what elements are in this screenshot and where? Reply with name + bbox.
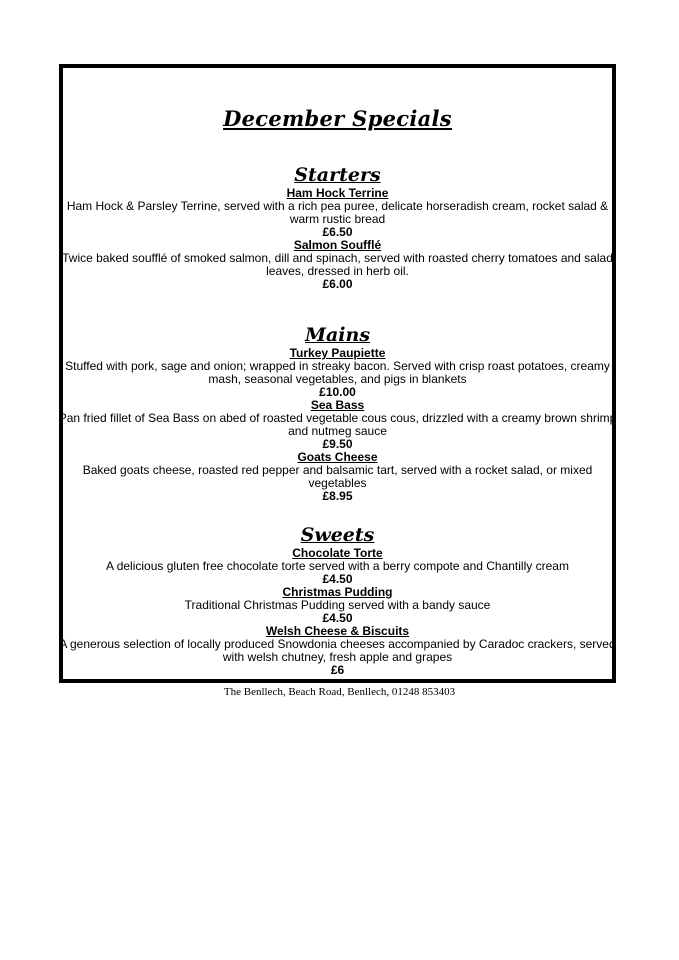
item-description: A generous selection of locally produced Snowdonia cheeses accompanied by Caradoc crackers, served with welsh chutney, fresh apple and grapes (59, 637, 616, 664)
item-price: £4.50 (322, 611, 353, 625)
item-price: £10.00 (319, 385, 356, 399)
item-price: £9.50 (322, 437, 353, 451)
item-name: Christmas Pudding (282, 585, 393, 599)
menu-item (63, 451, 612, 503)
menu-item (63, 239, 612, 291)
item-description: Ham Hock & Parsley Terrine, served with a rich pea puree, delicate horseradish cream, rocket salad & warm rustic bread (66, 199, 609, 226)
menu-frame (59, 64, 616, 683)
section-heading: Sweets (300, 524, 375, 546)
item-price: £6.00 (322, 277, 353, 291)
item-name: Welsh Cheese & Biscuits (265, 624, 410, 638)
item-price: £6 (330, 663, 345, 677)
item-name: Chocolate Torte (292, 546, 383, 560)
item-description: Baked goats cheese, roasted red pepper and balsamic tart, served with a rocket salad, or mixed vegetables (82, 463, 593, 490)
item-description: Traditional Christmas Pudding served with a bandy sauce (184, 598, 491, 612)
section-mains (58, 324, 617, 503)
section-sweets (59, 524, 616, 677)
section-heading: Mains (304, 324, 371, 346)
item-description: Pan fried fillet of Sea Bass on abed of roasted vegetable cous cous, drizzled with a creamy brown shrimp and nutmeg sauce (58, 411, 617, 438)
menu-item (63, 187, 612, 239)
item-price: £4.50 (322, 572, 353, 586)
footer-address: The Benllech, Beach Road, Benllech, 01248 853403 (223, 686, 456, 698)
item-name: Sea Bass (310, 398, 365, 412)
menu-item (58, 398, 617, 451)
menu-item (63, 347, 612, 399)
menu-item (59, 624, 616, 677)
menu-item (63, 586, 612, 625)
item-name: Salmon Soufflé (293, 238, 382, 252)
item-name: Ham Hock Terrine (286, 186, 389, 200)
menu-item (63, 547, 612, 586)
item-price: £8.95 (322, 489, 353, 503)
item-description: Twice baked soufflé of smoked salmon, dill and spinach, served with roasted cherry tomatoes and salad leaves, dressed in herb oil. (62, 251, 613, 278)
item-price: £6.50 (322, 225, 353, 239)
item-name: Turkey Paupiette (289, 346, 386, 360)
item-description: Stuffed with pork, sage and onion; wrapped in streaky bacon. Served with crisp roast potatoes, creamy mash, seasonal vegetables, and pigs in blankets (65, 359, 610, 386)
item-description: A delicious gluten free chocolate torte served with a berry compote and Chantilly cream (106, 559, 569, 573)
item-name: Goats Cheese (297, 450, 378, 464)
section-starters (63, 164, 612, 291)
section-heading: Starters (294, 164, 381, 186)
menu-title: December Specials (223, 106, 452, 131)
